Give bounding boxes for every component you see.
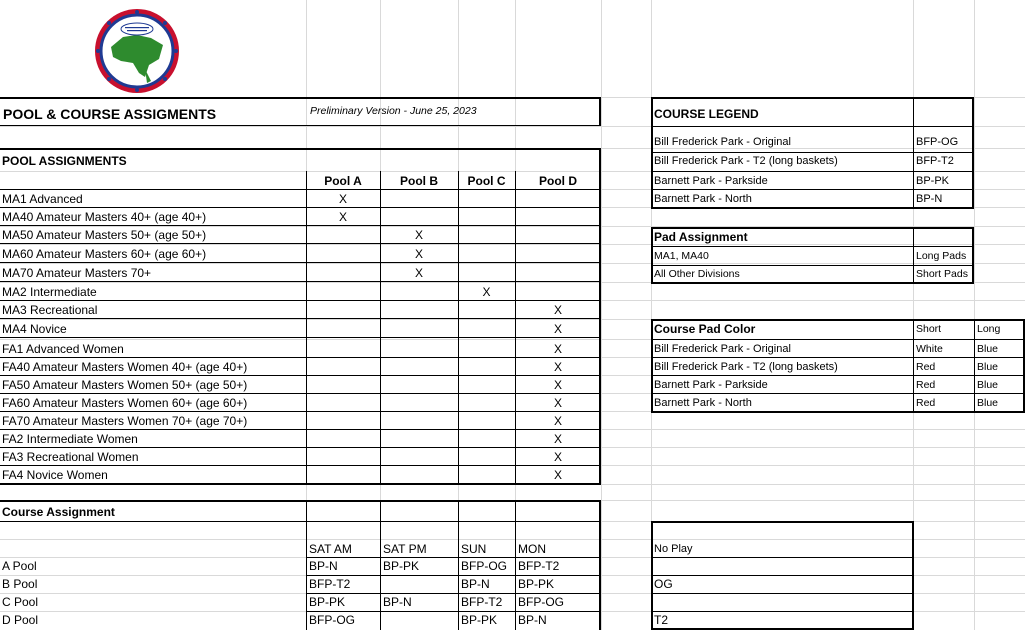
pool-row-border: [0, 337, 601, 338]
course-code-cell: BP-N: [309, 559, 338, 573]
pool-grid-col: [515, 171, 516, 485]
page-title: POOL & COURSE ASSIGMENTS: [3, 106, 217, 122]
legend-course-code: BP-N: [916, 193, 943, 205]
pool-assignments-heading: POOL ASSIGNMENTS: [2, 154, 127, 168]
padcolor-course-name: Bill Frederick Park - T2 (long baskets): [654, 361, 838, 373]
padcolor-long: Blue: [977, 343, 999, 355]
course-pad-color-heading: Course Pad Color: [654, 322, 756, 336]
pool-division-label: FA3 Recreational Women: [2, 450, 139, 464]
pool-mark: X: [553, 342, 562, 356]
noplay-row-border: [651, 557, 914, 558]
pool-row-border: [0, 243, 601, 244]
legend-divider: [913, 97, 914, 209]
pool-mark: X: [553, 450, 562, 464]
pool-division-label: FA4 Novice Women: [2, 468, 108, 482]
padcolor-divider: [974, 319, 975, 413]
pool-mark: X: [553, 432, 562, 446]
course-pool-label: A Pool: [2, 559, 37, 573]
course-grid-row: [306, 611, 601, 612]
pad-assignment-heading: Pad Assignment: [654, 230, 748, 244]
pool-column-header: Pool C: [467, 174, 506, 188]
pool-mark: X: [414, 247, 423, 261]
padcolor-long: Blue: [977, 379, 999, 391]
pool-column-header: Pool A: [324, 174, 362, 188]
legend-course-name: Barnett Park - Parkside: [654, 175, 768, 187]
pad-divisions: All Other Divisions: [654, 268, 740, 280]
pool-column-header: Pool D: [539, 174, 577, 188]
course-assignment-heading: Course Assignment: [2, 505, 115, 519]
pool-mark: X: [553, 378, 562, 392]
course-column-header: SAT PM: [383, 542, 427, 556]
course-heading-underline: [0, 521, 601, 522]
legend-course-code: BFP-OG: [916, 136, 959, 148]
noplay-row-border: [651, 575, 914, 576]
padcolor-divider: [913, 319, 914, 413]
course-code-cell: BP-PK: [383, 559, 420, 573]
pad-divisions: MA1, MA40: [654, 250, 709, 262]
championship-logo: [93, 7, 181, 95]
pool-division-label: FA50 Amateur Masters Women 50+ (age 50+): [2, 378, 248, 392]
legend-course-code: BP-PK: [916, 175, 950, 187]
pool-mark: X: [553, 468, 562, 482]
pool-division-label: MA3 Recreational: [2, 303, 98, 317]
pool-mark: X: [553, 360, 562, 374]
course-grid-row: [306, 575, 601, 576]
pool-division-label: FA60 Amateur Masters Women 60+ (age 60+): [2, 396, 248, 410]
pool-division-label: MA4 Novice: [2, 322, 67, 336]
noplay-row-border: [651, 611, 914, 612]
padcolor-column-header: Long: [977, 323, 1001, 335]
pool-division-label: MA70 Amateur Masters 70+: [2, 266, 152, 280]
pool-division-label: FA2 Intermediate Women: [2, 432, 138, 446]
course-code-cell: BP-PK: [309, 595, 346, 609]
padcolor-short: Red: [916, 397, 936, 409]
course-pool-label: C Pool: [2, 595, 39, 609]
no-play-label: No Play: [654, 543, 693, 555]
pool-mark: X: [553, 396, 562, 410]
pool-grid-col: [306, 171, 307, 485]
padcolor-column-header: Short: [916, 323, 942, 335]
pool-header-underline: [0, 189, 601, 190]
course-column-header: SAT AM: [309, 542, 352, 556]
padcolor-long: Blue: [977, 397, 999, 409]
pool-division-label: MA2 Intermediate: [2, 285, 97, 299]
legend-course-name: Bill Frederick Park - T2 (long baskets): [654, 155, 838, 167]
padcolor-course-name: Barnett Park - North: [654, 397, 752, 409]
course-legend-heading: COURSE LEGEND: [654, 107, 759, 121]
noplay-cell: OG: [654, 577, 673, 591]
pad-divider: [913, 227, 914, 284]
legend-course-name: Bill Frederick Park - Original: [654, 136, 791, 148]
course-grid-row: [306, 593, 601, 594]
course-code-cell: BP-N: [461, 577, 490, 591]
pool-mark: X: [553, 322, 562, 336]
pool-mark: X: [338, 210, 347, 224]
padcolor-long: Blue: [977, 361, 999, 373]
pool-division-label: MA1 Advanced: [2, 192, 83, 206]
pool-column-header: Pool B: [400, 174, 438, 188]
noplay-cell: T2: [654, 613, 669, 627]
pad-type: Long Pads: [916, 250, 967, 262]
pool-mark: X: [414, 228, 423, 242]
course-code-cell: BFP-T2: [309, 577, 351, 591]
pool-row-border: [0, 483, 601, 484]
padcolor-course-name: Bill Frederick Park - Original: [654, 343, 791, 355]
pool-division-label: MA40 Amateur Masters 40+ (age 40+): [2, 210, 207, 224]
course-code-cell: BP-PK: [461, 613, 498, 627]
course-code-cell: BFP-T2: [461, 595, 503, 609]
pool-mark: X: [482, 285, 491, 299]
pool-mark: X: [553, 303, 562, 317]
pool-grid-col: [458, 171, 459, 485]
course-code-cell: BP-PK: [518, 577, 555, 591]
pool-division-label: FA1 Advanced Women: [2, 342, 124, 356]
padcolor-short: White: [916, 343, 943, 355]
pool-mark: X: [553, 414, 562, 428]
grid-column-line: [974, 0, 975, 630]
pool-row-border: [0, 262, 601, 263]
version-note: Preliminary Version - June 25, 2023: [310, 105, 477, 117]
pool-division-label: MA60 Amateur Masters 60+ (age 60+): [2, 247, 207, 261]
course-code-cell: BFP-OG: [518, 595, 565, 609]
legend-row-border: [651, 126, 974, 127]
course-code-cell: BFP-T2: [518, 559, 560, 573]
pool-mark: X: [338, 192, 347, 206]
course-code-cell: BFP-OG: [461, 559, 508, 573]
course-code-cell: BP-N: [383, 595, 412, 609]
padcolor-short: Red: [916, 379, 936, 391]
course-code-cell: BP-N: [518, 613, 547, 627]
pool-division-label: MA50 Amateur Masters 50+ (age 50+): [2, 228, 207, 242]
course-column-header: MON: [518, 542, 546, 556]
pool-mark: X: [414, 266, 423, 280]
course-grid-row: [306, 557, 601, 558]
course-column-header: SUN: [461, 542, 487, 556]
grid-column-line: [601, 0, 602, 630]
course-pool-label: B Pool: [2, 577, 38, 591]
legend-course-code: BFP-T2: [916, 155, 954, 167]
padcolor-course-name: Barnett Park - Parkside: [654, 379, 768, 391]
pool-division-label: FA70 Amateur Masters Women 70+ (age 70+): [2, 414, 248, 428]
pad-type: Short Pads: [916, 268, 968, 280]
padcolor-short: Red: [916, 361, 936, 373]
pool-row-border: [0, 318, 601, 319]
noplay-row-border: [651, 593, 914, 594]
course-pool-label: D Pool: [2, 613, 39, 627]
pool-division-label: FA40 Amateur Masters Women 40+ (age 40+): [2, 360, 248, 374]
pool-grid-col: [380, 171, 381, 485]
pool-row-border: [0, 281, 601, 282]
course-code-cell: BFP-OG: [309, 613, 356, 627]
legend-course-name: Barnett Park - North: [654, 193, 752, 205]
